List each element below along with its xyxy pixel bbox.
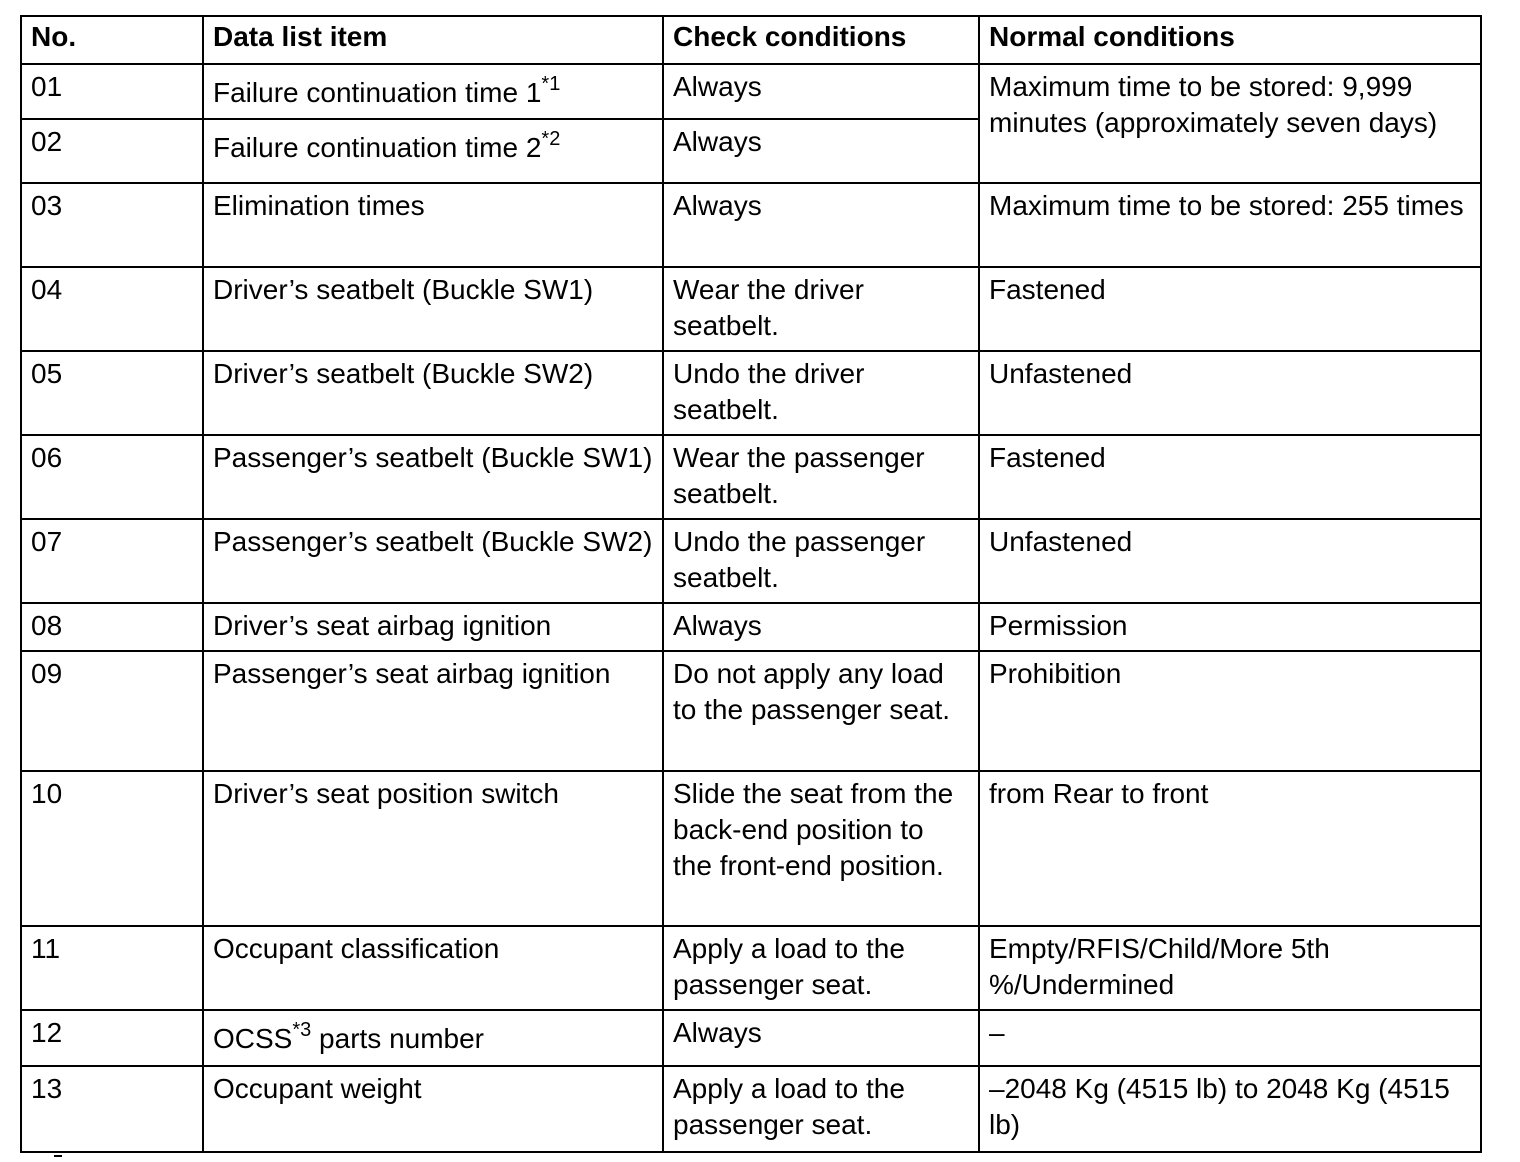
table-row <box>21 351 1481 435</box>
table-row <box>21 926 1481 1010</box>
table-row <box>21 519 1481 603</box>
table-row <box>21 1066 1481 1152</box>
cell-no: 11 <box>21 926 203 1010</box>
table-row <box>21 435 1481 519</box>
footnote-marker: *1 <box>541 72 561 95</box>
header-normal-conditions: Normal conditions <box>979 16 1481 64</box>
cell-no: 07 <box>21 519 203 603</box>
cell-item: Failure continuation time 2$^{*2}$ <box>203 119 663 183</box>
data-list-table <box>20 15 1482 1153</box>
cell-item: Passenger’s seat airbag ignition <box>203 651 663 771</box>
header-check-conditions: Check conditions <box>663 16 979 64</box>
cell-normal: Permission <box>979 603 1481 651</box>
cell-normal: Fastened <box>979 435 1481 519</box>
cell-item: Occupant weight <box>203 1066 663 1152</box>
cell-item: Occupant classification <box>203 926 663 1010</box>
cell-check: Undo the driver seatbelt. <box>663 351 979 435</box>
cell-no: 10 <box>21 771 203 926</box>
cell-check: Always <box>663 1010 979 1066</box>
cell-check: Slide the seat from the back-end position to the front-end position. <box>663 771 979 926</box>
table-row <box>21 1010 1481 1066</box>
cell-normal: – <box>979 1010 1481 1066</box>
cell-no: 09 <box>21 651 203 771</box>
cell-check: Wear the passenger seatbelt. <box>663 435 979 519</box>
table-row <box>21 267 1481 351</box>
cell-normal: Maximum time to be stored: 9,999 minutes (approximately seven days) <box>979 64 1481 183</box>
cell-item: OCSS$^{*3}$ parts number <box>203 1010 663 1066</box>
cell-no: 13 <box>21 1066 203 1152</box>
cell-check: Always <box>663 183 979 267</box>
cell-no: 04 <box>21 267 203 351</box>
cell-normal: Empty/RFIS/Child/More 5th %/Undermined <box>979 926 1481 1010</box>
cell-check: Do not apply any load to the passenger seat. <box>663 651 979 771</box>
cell-normal: from Rear to front <box>979 771 1481 926</box>
cell-check: Apply a load to the passenger seat. <box>663 1066 979 1152</box>
cell-normal: Fastened <box>979 267 1481 351</box>
cell-item: Driver’s seatbelt (Buckle SW1) <box>203 267 663 351</box>
cell-check: Undo the passenger seatbelt. <box>663 519 979 603</box>
header-data-list-item: Data list item <box>203 16 663 64</box>
table-row <box>21 651 1481 771</box>
cell-item: Driver’s seatbelt (Buckle SW2) <box>203 351 663 435</box>
cell-check: Always <box>663 119 979 183</box>
cell-item: Driver’s seat position switch <box>203 771 663 926</box>
cell-item: Elimination times <box>203 183 663 267</box>
cell-normal: Maximum time to be stored: 255 times <box>979 183 1481 267</box>
cell-no: 05 <box>21 351 203 435</box>
cell-check: Always <box>663 603 979 651</box>
footnote-dash <box>54 1155 62 1157</box>
table-row <box>21 64 1481 119</box>
cell-item: Passenger’s seatbelt (Buckle SW2) <box>203 519 663 603</box>
cell-check: Wear the driver seatbelt. <box>663 267 979 351</box>
header-no: No. <box>21 16 203 64</box>
cell-no: 06 <box>21 435 203 519</box>
cell-check: Always <box>663 64 979 119</box>
cell-normal: Unfastened <box>979 351 1481 435</box>
cell-no: 08 <box>21 603 203 651</box>
cell-no: 03 <box>21 183 203 267</box>
cell-normal: Prohibition <box>979 651 1481 771</box>
cell-no: 02 <box>21 119 203 183</box>
footnote-marker: *3 <box>292 1018 312 1041</box>
cell-item: Passenger’s seatbelt (Buckle SW1) <box>203 435 663 519</box>
cell-item: Failure continuation time 1$^{*1}$ <box>203 64 663 119</box>
header-row <box>21 16 1481 64</box>
cell-check: Apply a load to the passenger seat. <box>663 926 979 1010</box>
table-row <box>21 183 1481 267</box>
cell-normal: –2048 Kg (4515 lb) to 2048 Kg (4515 lb) <box>979 1066 1481 1152</box>
cell-item: Driver’s seat airbag ignition <box>203 603 663 651</box>
cell-normal: Unfastened <box>979 519 1481 603</box>
table-row <box>21 603 1481 651</box>
footnote-marker: *2 <box>541 127 561 150</box>
cell-no: 01 <box>21 64 203 119</box>
cell-no: 12 <box>21 1010 203 1066</box>
table-row <box>21 771 1481 926</box>
